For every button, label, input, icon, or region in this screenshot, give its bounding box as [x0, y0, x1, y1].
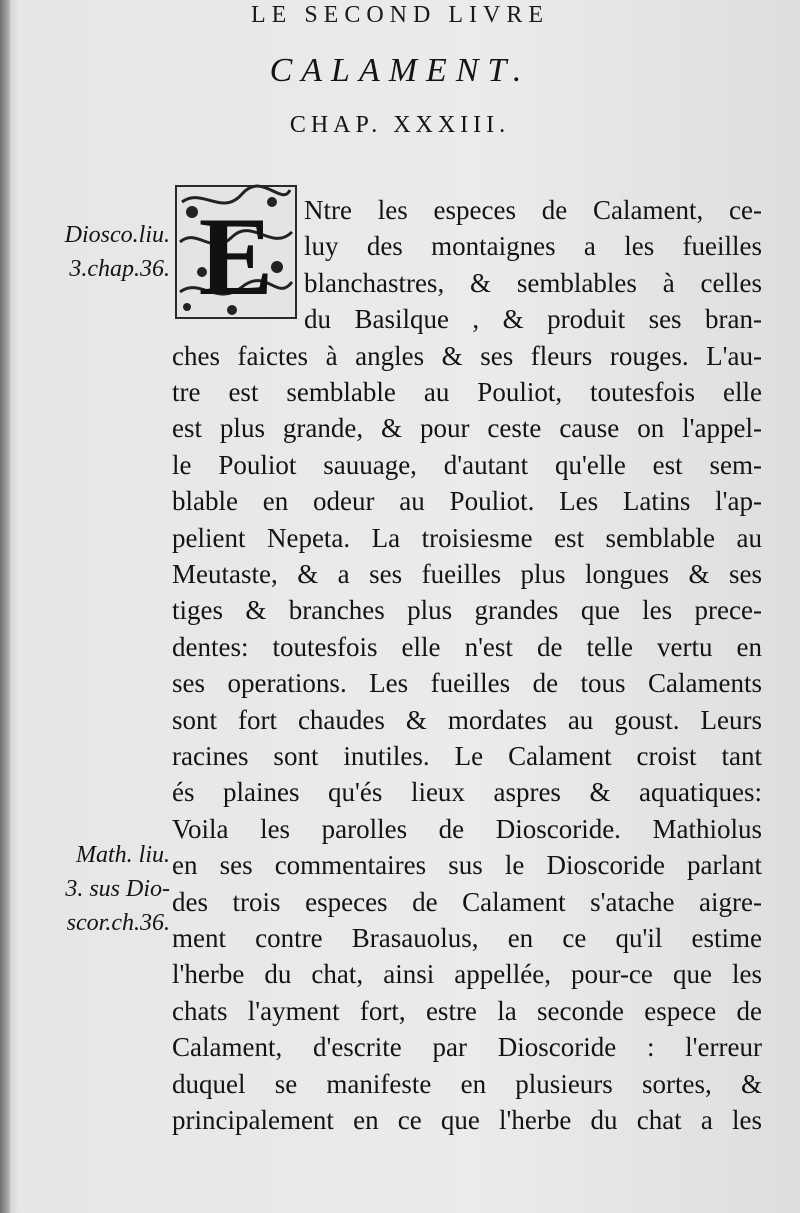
text-line: tre est semblable au Pouliot, toutesfois elle — [172, 377, 762, 407]
text-line: le Pouliot sauuage, d'autant qu'elle est sem- — [172, 449, 762, 480]
running-head: LE SECOND LIVRE — [251, 2, 549, 28]
margin-note-line: Diosco.liu. — [64, 222, 170, 248]
text-line: Calament, d'escrite par Dioscoride : l'erreur — [172, 1032, 762, 1063]
text-line: racines sont inutiles. Le Calament croist tant — [172, 741, 762, 771]
text-line: blanchastres, & semblables à celles — [304, 267, 762, 298]
text-line: pelient Nepeta. La troisiesme est semblable au — [172, 522, 762, 553]
margin-note-line: 3. sus Dio- — [65, 876, 170, 902]
chapter-number: CHAP. XXXIII. — [289, 112, 511, 138]
text-line: l'herbe du chat, ainsi appellée, pour-ce que les — [172, 959, 762, 990]
margin-note-line: 3.chap.36. — [69, 256, 170, 282]
text-line: chats l'ayment fort, estre la seconde espece de — [172, 995, 762, 1026]
text-line: sont fort chaudes & mordates au goust. Leurs — [172, 704, 762, 735]
text-line: des trois especes de Calament s'atache aigre- — [172, 886, 762, 917]
text-line: est plus grande, & pour ceste cause on l'appel- — [172, 413, 762, 444]
text-line: Voila les parolles de Dioscoride. Mathiolus — [172, 813, 762, 844]
text-line: és plaines qu'és lieux aspres & aquatiques: — [172, 777, 762, 808]
text-line: principalement en ce que l'herbe du chat a les — [172, 1105, 762, 1135]
text-line: blable en odeur au Pouliot. Les Latins l'ap- — [172, 486, 762, 517]
text-line: tiges & branches plus grandes que les prece- — [172, 595, 762, 626]
text-line: dentes: toutesfois elle n'est de telle vertu en — [172, 631, 762, 662]
chapter-title: CALAMENT. — [269, 52, 531, 89]
text-line: ment contre Brasauolus, en ce qu'il estime — [172, 923, 762, 953]
text-line: Meutaste, & a ses fueilles plus longues & ses — [172, 559, 762, 589]
text-line: du Basilque , & produit ses bran- — [304, 304, 762, 335]
text-line: Ntre les especes de Calament, ce- — [304, 195, 762, 225]
margin-note-line: scor.ch.36. — [66, 910, 170, 936]
text-line: luy des montaignes a les fueilles — [304, 231, 762, 262]
text-line: duquel se manifeste en plusieurs sortes, & — [172, 1068, 762, 1099]
text-line: en ses commentaires sus le Dioscoride parlant — [172, 850, 762, 881]
margin-note-line: Math. liu. — [76, 842, 170, 868]
drop-cap-letter: E — [198, 195, 274, 319]
text-line: ches faictes à angles & ses fleurs rouges. L'au- — [172, 340, 762, 371]
text-line: ses operations. Les fueilles de tous Calaments — [172, 668, 762, 699]
